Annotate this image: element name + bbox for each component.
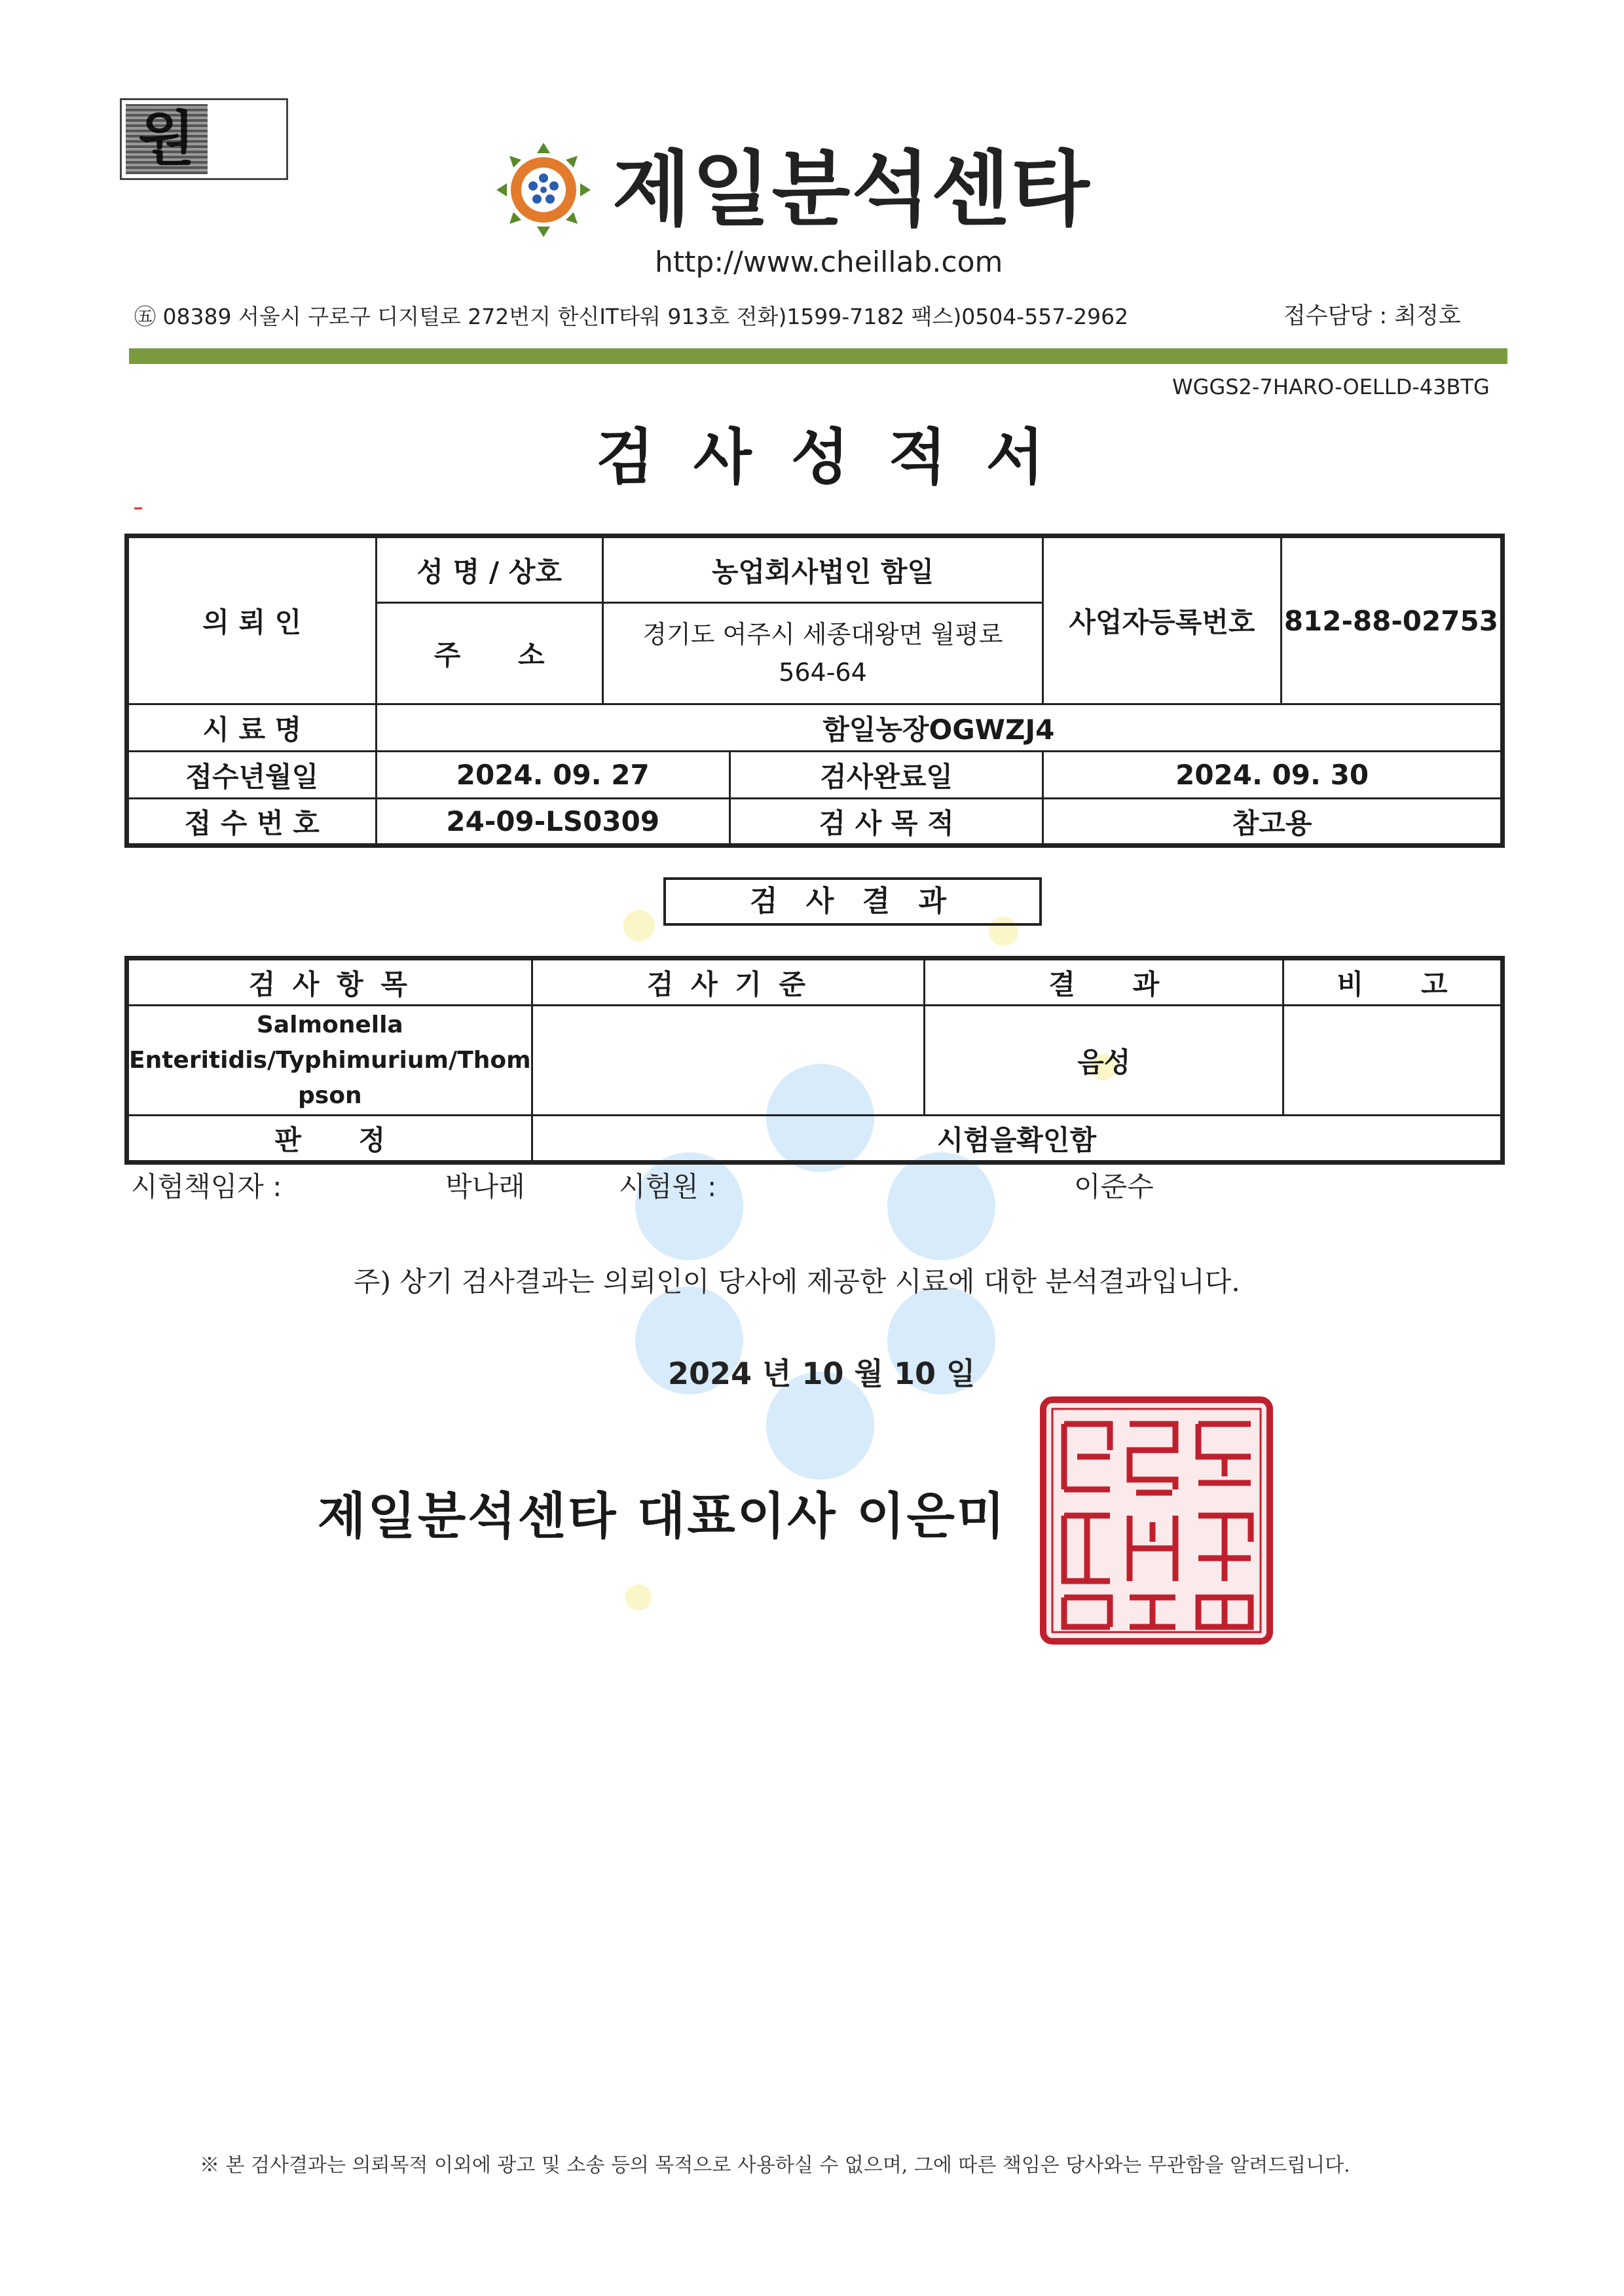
disclaimer-footer: ※ 본 검사결과는 의뢰목적 이외에 광고 및 소송 등의 목적으로 사용하실 수 없으며, 그에 따른 책임은 당사와는 무관함을 알려드립니다. xyxy=(200,2154,1350,2177)
address-line-1: 경기도 여주시 세종대왕면 월평로 xyxy=(642,620,1003,649)
tester-name: 이준수 xyxy=(1074,1171,1154,1203)
address-value xyxy=(602,603,1043,704)
column-header-result: 결 과 xyxy=(925,958,1283,1006)
name-label: 성 명 / 상호 xyxy=(376,536,602,603)
result-note: 주) 상기 검사결과는 의뢰인이 당사에 제공한 시료에 대한 분석결과입니다. xyxy=(354,1266,1240,1298)
name-value: 농업회사법인 함일 xyxy=(602,536,1043,603)
responsible-label: 시험책임자 : xyxy=(131,1171,282,1203)
responsible-name: 박나래 xyxy=(445,1171,525,1203)
bizno-label: 사업자등록번호 xyxy=(1043,536,1282,704)
results-heading: 검 사 결 과 xyxy=(663,877,1042,926)
sample-label: 시 료 명 xyxy=(127,704,377,752)
test-remark xyxy=(1283,1006,1503,1116)
test-item-line-1: Salmonella xyxy=(256,1011,403,1038)
issue-date: 2024 년 10 월 10 일 xyxy=(668,1356,976,1391)
purpose-label: 검 사 목 적 xyxy=(729,799,1043,846)
verification-stamp xyxy=(120,98,288,180)
document-id: WGGS2-7HARO-OELLD-43BTG xyxy=(1172,374,1490,399)
judgment-label: 판 정 xyxy=(127,1116,532,1163)
purpose-value: 참고용 xyxy=(1043,799,1503,846)
company-url[interactable]: http://www.cheillab.com xyxy=(655,246,1003,279)
receipt-no-value: 24-09-LS0309 xyxy=(376,799,729,846)
document-title: 검사성적서 xyxy=(596,422,1084,492)
column-header-standard: 검 사 기 준 xyxy=(532,958,925,1006)
address-line-2: 564-64 xyxy=(779,658,867,687)
reception-staff: 접수담당 : 최정호 xyxy=(1283,303,1461,329)
requester-label: 의 뢰 인 xyxy=(127,536,377,704)
test-item-line-3: pson xyxy=(298,1082,362,1109)
test-item xyxy=(127,1006,532,1116)
results-table xyxy=(124,956,1505,1165)
completed-value: 2024. 09. 30 xyxy=(1043,752,1503,799)
table-row xyxy=(127,1006,1503,1116)
test-result: 음성 xyxy=(925,1006,1283,1116)
received-value: 2024. 09. 27 xyxy=(376,752,729,799)
stamp-glyph: 원 xyxy=(138,105,195,173)
red-mark xyxy=(134,507,142,509)
address-label: 주 소 xyxy=(376,603,602,704)
client-info-table xyxy=(124,534,1505,848)
header-divider xyxy=(129,348,1507,364)
completed-label: 검사완료일 xyxy=(729,752,1043,799)
signature-line xyxy=(131,1165,1244,1205)
column-header-item: 검 사 항 목 xyxy=(127,958,532,1006)
test-item-line-2: Enteritidis/Typhimurium/Thom xyxy=(129,1046,531,1074)
company-logo-icon xyxy=(485,137,602,242)
receipt-no-label: 접 수 번 호 xyxy=(127,799,377,846)
company-address: ㊄ 08389 서울시 구로구 디지털로 272번지 한신IT타워 913호 전화)1599-7182 팩스)0504-557-2962 xyxy=(134,304,1129,329)
sample-value: 함일농장OGWZJ4 xyxy=(376,704,1502,752)
received-label: 접수년월일 xyxy=(127,752,377,799)
brand-name: 제일분석센타 xyxy=(612,143,1091,237)
test-standard xyxy=(532,1006,925,1116)
judgment-value: 시험을확인함 xyxy=(532,1116,1502,1163)
company-seal-icon xyxy=(1038,1394,1275,1647)
issuer-name: 제일분석센타 대표이사 이은미 xyxy=(318,1487,1007,1545)
column-header-remark: 비 고 xyxy=(1283,958,1503,1006)
bizno-value: 812-88-02753 xyxy=(1281,536,1502,704)
tester-label: 시험원 : xyxy=(619,1171,717,1203)
